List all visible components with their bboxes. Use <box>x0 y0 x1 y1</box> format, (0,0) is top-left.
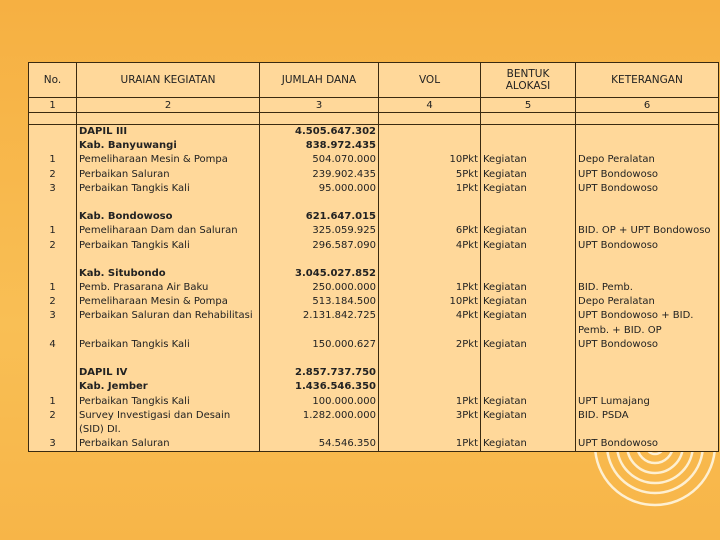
bentuk-column <box>481 125 576 452</box>
row-bentuk <box>483 267 573 281</box>
column-number: 1 <box>29 98 77 113</box>
keterangan-column <box>576 125 719 452</box>
row-keterangan <box>578 139 716 153</box>
row-vol <box>381 196 478 210</box>
row-uraian <box>79 352 257 366</box>
row-uraian: Pemeliharaan Mesin & Pompa <box>79 296 228 308</box>
row-vol: 4Pkt <box>455 310 478 322</box>
row-uraian: Pemb. Prasarana Air Baku <box>79 282 209 294</box>
row-keterangan: BID. Pemb. <box>578 282 633 294</box>
row-bentuk: Kegiatan <box>483 282 527 294</box>
uraian-column <box>77 125 260 452</box>
row-keterangan: UPT Lumajang <box>578 395 650 407</box>
column-number: 2 <box>77 98 260 113</box>
row-keterangan: UPT Bondowoso + BID. <box>578 310 694 322</box>
row-dana: 1.282.000.000 <box>302 409 376 421</box>
row-bentuk <box>483 125 573 139</box>
header-vol: VOL <box>379 63 481 98</box>
row-uraian: Pemeliharaan Mesin & Pompa <box>79 154 228 166</box>
row-no <box>31 125 74 139</box>
row-dana: 2.857.737.750 <box>295 367 376 379</box>
row-bentuk <box>483 324 573 338</box>
row-bentuk: Kegiatan <box>483 338 527 350</box>
row-vol: 6Pkt <box>455 225 478 237</box>
row-uraian: Perbaikan Saluran <box>79 168 170 180</box>
row-vol: 1Pkt <box>455 395 478 407</box>
row-vol: 1Pkt <box>455 282 478 294</box>
row-dana: 4.505.647.302 <box>295 126 376 137</box>
row-no <box>31 423 74 437</box>
row-vol <box>381 253 478 267</box>
row-vol: 3Pkt <box>455 409 478 421</box>
row-no: 1 <box>49 154 56 166</box>
row-no <box>31 210 74 224</box>
row-no <box>31 139 74 153</box>
row-no: 3 <box>49 438 56 450</box>
row-keterangan <box>578 210 716 224</box>
row-bentuk <box>483 210 573 224</box>
row-uraian: Perbaikan Saluran <box>79 438 170 450</box>
row-no: 3 <box>49 310 56 322</box>
row-dana: 3.045.027.852 <box>295 267 376 279</box>
row-dana <box>262 324 376 338</box>
row-vol: 10Pkt <box>449 154 478 166</box>
row-no: 1 <box>49 395 56 407</box>
row-uraian: Kab. Situbondo <box>79 267 166 279</box>
row-uraian <box>79 253 257 267</box>
vol-column <box>379 125 481 452</box>
header-row <box>29 63 719 98</box>
row-keterangan <box>578 196 716 210</box>
row-vol <box>381 380 478 394</box>
row-vol <box>381 267 478 281</box>
row-dana: 100.000.000 <box>312 395 376 407</box>
header-jumlah-dana: JUMLAH DANA <box>260 63 379 98</box>
row-vol <box>381 352 478 366</box>
row-no <box>31 380 74 394</box>
row-dana: 95.000.000 <box>318 182 376 194</box>
row-keterangan <box>578 267 716 281</box>
row-no <box>31 196 74 210</box>
row-dana: 838.972.435 <box>305 140 376 152</box>
row-keterangan <box>578 125 716 139</box>
row-dana: 621.647.015 <box>305 211 376 223</box>
no-column <box>29 125 77 452</box>
row-bentuk <box>483 366 573 380</box>
row-vol <box>381 139 478 153</box>
row-no: 1 <box>49 282 56 294</box>
row-uraian: Perbaikan Tangkis Kali <box>79 182 190 194</box>
row-no: 2 <box>49 409 56 421</box>
row-uraian: Kab. Banyuwangi <box>79 140 177 152</box>
row-dana: 239.902.435 <box>312 168 376 180</box>
row-dana: 250.000.000 <box>312 282 376 294</box>
row-vol <box>381 423 478 437</box>
row-keterangan <box>578 423 716 437</box>
row-dana: 504.070.000 <box>312 154 376 166</box>
row-uraian: Perbaikan Saluran dan Rehabilitasi <box>79 310 253 322</box>
row-keterangan: Depo Peralatan <box>578 154 655 166</box>
row-bentuk <box>483 423 573 437</box>
header-keterangan: KETERANGAN <box>576 63 719 98</box>
row-bentuk <box>483 352 573 366</box>
row-dana <box>262 253 376 267</box>
row-keterangan: UPT Bondowoso <box>578 438 659 450</box>
row-dana <box>262 423 376 437</box>
row-bentuk: Kegiatan <box>483 168 527 180</box>
row-no <box>31 267 74 281</box>
row-dana <box>262 352 376 366</box>
row-uraian: Kab. Bondowoso <box>79 211 173 223</box>
row-uraian: DAPIL III <box>79 126 128 137</box>
row-no <box>31 324 74 338</box>
row-bentuk: Kegiatan <box>483 310 527 322</box>
row-no: 1 <box>49 225 56 237</box>
row-dana: 513.184.500 <box>312 296 376 308</box>
row-no <box>31 253 74 267</box>
row-keterangan: UPT Bondowoso <box>578 239 659 251</box>
row-dana: 296.587.090 <box>312 239 376 251</box>
row-bentuk: Kegiatan <box>483 239 527 251</box>
header-bentuk-alokasi: BENTUK ALOKASI <box>481 63 576 98</box>
row-bentuk: Kegiatan <box>483 225 527 237</box>
row-vol: 1Pkt <box>455 182 478 194</box>
row-dana: 1.436.546.350 <box>295 381 376 393</box>
column-number: 4 <box>379 98 481 113</box>
row-dana <box>262 196 376 210</box>
row-keterangan: UPT Bondowoso <box>578 168 659 180</box>
row-bentuk: Kegiatan <box>483 296 527 308</box>
row-vol: 4Pkt <box>455 239 478 251</box>
row-bentuk <box>483 139 573 153</box>
row-keterangan: Depo Peralatan <box>578 296 655 308</box>
row-vol: 10Pkt <box>449 296 478 308</box>
row-vol <box>381 324 478 338</box>
column-number: 6 <box>576 98 719 113</box>
row-uraian: Kab. Jember <box>79 381 148 393</box>
row-vol: 2Pkt <box>455 338 478 350</box>
row-dana: 325.059.925 <box>312 225 376 237</box>
row-dana: 150.000.627 <box>312 338 376 350</box>
row-keterangan <box>578 253 716 267</box>
row-uraian: Perbaikan Tangkis Kali <box>79 239 190 251</box>
row-uraian: (SID) DI. <box>79 423 121 435</box>
row-keterangan: UPT Bondowoso <box>578 182 659 194</box>
row-uraian: Pemeliharaan Dam dan Saluran <box>79 225 238 237</box>
row-uraian: DAPIL IV <box>79 367 128 379</box>
table-body <box>29 125 719 452</box>
row-uraian: Perbaikan Tangkis Kali <box>79 338 190 350</box>
row-bentuk: Kegiatan <box>483 438 527 450</box>
row-keterangan: Pemb. + BID. OP <box>578 324 662 336</box>
row-bentuk: Kegiatan <box>483 395 527 407</box>
row-dana: 2.131.842.725 <box>302 310 376 322</box>
column-number: 3 <box>260 98 379 113</box>
row-dana: 54.546.350 <box>318 438 376 450</box>
dana-column <box>260 125 379 452</box>
row-vol: 5Pkt <box>455 168 478 180</box>
row-no: 2 <box>49 168 56 180</box>
row-bentuk <box>483 196 573 210</box>
row-keterangan: BID. PSDA <box>578 409 629 421</box>
row-bentuk <box>483 253 573 267</box>
row-vol <box>381 210 478 224</box>
row-no: 4 <box>49 338 56 350</box>
row-no: 2 <box>49 239 56 251</box>
header-uraian: URAIAN KEGIATAN <box>77 63 260 98</box>
row-keterangan <box>578 366 716 380</box>
spacer-row <box>29 113 719 125</box>
budget-table <box>28 62 719 452</box>
row-bentuk: Kegiatan <box>483 182 527 194</box>
row-keterangan <box>578 352 716 366</box>
header-no: No. <box>29 63 77 98</box>
row-uraian: Survey Investigasi dan Desain <box>79 409 231 421</box>
row-keterangan: BID. OP + UPT Bondowoso <box>578 225 711 237</box>
row-vol: 1Pkt <box>455 438 478 450</box>
row-vol <box>381 366 478 380</box>
row-uraian: Perbaikan Tangkis Kali <box>79 395 190 407</box>
column-number: 5 <box>481 98 576 113</box>
row-uraian <box>79 196 257 210</box>
row-uraian <box>79 324 257 338</box>
row-bentuk <box>483 380 573 394</box>
row-no: 2 <box>49 296 56 308</box>
row-keterangan <box>578 380 716 394</box>
row-bentuk: Kegiatan <box>483 154 527 166</box>
row-no: 3 <box>49 182 56 194</box>
row-bentuk: Kegiatan <box>483 409 527 421</box>
row-vol <box>381 125 478 139</box>
row-keterangan: UPT Bondowoso <box>578 338 659 350</box>
row-no <box>31 366 74 380</box>
column-number-row <box>29 98 719 113</box>
row-no <box>31 352 74 366</box>
